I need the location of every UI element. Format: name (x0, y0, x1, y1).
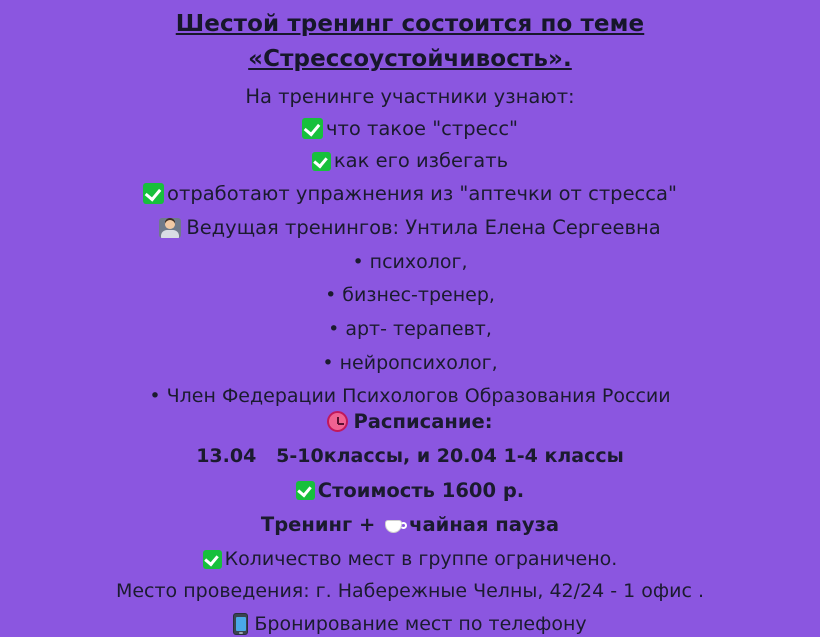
schedule-extra (14, 512, 806, 537)
bullet-item-1 (14, 116, 806, 141)
schedule-extra-prefix: Тренинг + (260, 513, 383, 537)
footer-line-1-label: Количество мест в группе ограничено. (224, 547, 618, 570)
host-qualification-1 (14, 250, 806, 275)
schedule-heading-label: Расписание: (353, 409, 493, 433)
schedule-extra-suffix: чайная пауза (409, 513, 560, 537)
woman-speaker-icon (159, 218, 181, 238)
footer-line-3 (14, 612, 806, 637)
poster-intro (14, 84, 806, 109)
mobile-phone-icon (233, 613, 248, 635)
host-qualification-4-label: • нейропсихолог, (322, 351, 498, 374)
poster-title-line-1 (14, 10, 806, 40)
schedule-heading (14, 409, 806, 434)
schedule-dates-label: 13.04 5-10классы, и 20.04 1-4 классы (196, 445, 624, 468)
check-mark-icon (312, 152, 331, 171)
schedule-price-label: Стоимость 1600 р. (317, 478, 525, 502)
host-qualification-1-label: • психолог, (352, 250, 468, 273)
poster-intro-text: На тренинге участники узнают: (245, 84, 575, 108)
tea-cup-icon (384, 516, 407, 533)
poster-title-line-1-text: Шестой тренинг состоится по теме (175, 11, 645, 37)
bullet-item-2 (14, 148, 806, 173)
footer-line-2 (14, 579, 806, 604)
check-mark-icon (296, 481, 315, 500)
schedule-price (14, 478, 806, 503)
schedule-dates (14, 444, 806, 469)
check-mark-icon (302, 118, 323, 139)
host-line-label: Ведущая тренингов: Унтила Елена Сергеевна (186, 216, 661, 240)
bullet-item-2-label: как его избегать (333, 149, 509, 173)
bullet-item-1-label: что такое "стресс" (325, 117, 519, 141)
host-qualification-2-label: • бизнес-тренер, (325, 284, 495, 307)
poster-title-line-2 (14, 45, 806, 75)
host-qualification-2 (14, 283, 806, 308)
footer-line-3-label: Бронирование мест по телефону (254, 613, 587, 636)
bullet-item-3 (14, 181, 806, 206)
bullet-item-3-label: отработают упражнения из "аптечки от стресса" (167, 181, 677, 205)
host-qualification-3 (14, 317, 806, 342)
poster-title-line-2-text: «Стрессоустойчивость». (248, 45, 572, 72)
check-mark-icon (203, 550, 222, 569)
host-qualification-5 (14, 384, 806, 409)
footer-line-1 (14, 547, 806, 572)
host-qualification-4 (14, 351, 806, 376)
footer-line-2-label: Место проведения: г. Набережные Челны, 42/24 - 1 офис . (115, 580, 705, 603)
check-mark-icon (143, 183, 164, 204)
alarm-clock-icon (327, 411, 348, 432)
host-qualification-3-label: • арт- терапевт, (328, 317, 492, 340)
host-line (14, 215, 806, 240)
host-qualification-5-label: • Член Федерации Психологов Образования России (149, 385, 671, 408)
